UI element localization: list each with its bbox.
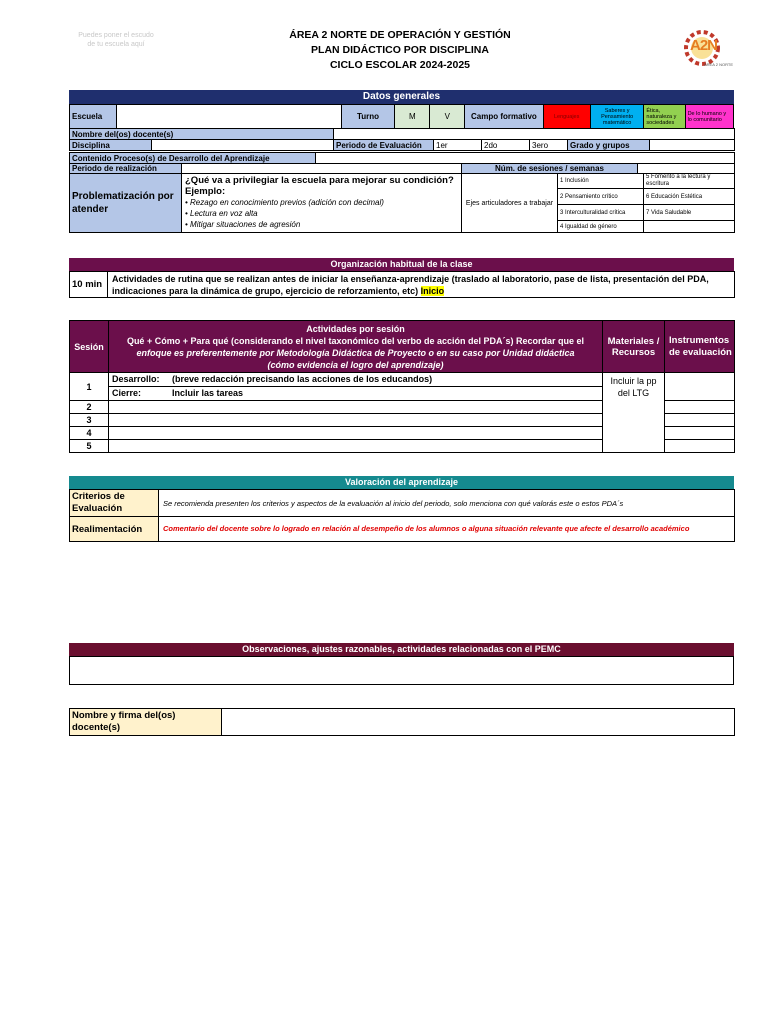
actividades-table (69, 320, 735, 453)
ejemplo-item: • Rezago en conocimiento previos (adición con decimal) (185, 198, 384, 207)
instrumentos-cell[interactable] (665, 427, 735, 440)
num-sesiones-label: Núm. de sesiones / semanas (462, 164, 638, 174)
contenido-label: Contenido Proceso(s) de Desarrollo del Aprendizaje (70, 153, 316, 164)
organizacion-header: Organización habitual de la clase (69, 258, 734, 271)
sesion-number: 2 (70, 401, 109, 414)
sesion-3-content[interactable] (109, 414, 603, 427)
campo-etica[interactable]: Ética, naturaleza y sociedades (644, 105, 685, 129)
organizacion-table (69, 271, 735, 298)
grado-grupos-field[interactable] (650, 140, 735, 151)
instrumentos-cell[interactable] (665, 414, 735, 427)
problematizacion-block (69, 173, 735, 233)
area2norte-logo (684, 28, 736, 72)
logo-letters: A2N (690, 37, 718, 54)
valoracion-table (69, 489, 735, 542)
campo-humano[interactable]: De lo humano y lo comunitario (685, 105, 733, 129)
organizacion-text: Actividades de rutina que se realizan antes de iniciar la enseñanza-aprendizaje (traslado al laboratorio, pase de lista, presentación del PDA, indicaciones para la dinámica de grupo, ejercicio de reforzamiento, etc) Inicio (108, 272, 735, 298)
disciplina-field[interactable] (152, 140, 334, 151)
instrumentos-cell[interactable] (665, 401, 735, 414)
criterios-label: Criterios de Evaluación (70, 490, 159, 517)
logo-caption: ÁREA 2 NORTE (704, 62, 734, 67)
periodo-evaluacion-label: Periodo de Evaluación (334, 140, 434, 151)
observaciones-header: Observaciones, ajustes razonables, actividades relacionadas con el PEMC (69, 643, 734, 656)
grado-grupos-label: Grado y grupos (568, 140, 650, 151)
header-title-line2: PLAN DIDÁCTICO POR DISCIPLINA (311, 44, 489, 56)
periodo-3ero[interactable]: 3ero (530, 140, 568, 151)
turno-m-option[interactable]: M (395, 105, 430, 129)
problematizacion-label: Problematización por atender (70, 174, 182, 233)
eje-interculturalidad[interactable]: 3 Interculturalidad crítica (558, 205, 644, 221)
eje-fomento-lectura[interactable]: 5 Fomento a la lectura y escritura (644, 174, 735, 189)
problematizacion-question: ¿Qué va a privilegiar la escuela para mejorar su condición? (185, 175, 454, 186)
eje-inclusion[interactable]: 1 Inclusión (558, 174, 644, 189)
header-title-line3: CICLO ESCOLAR 2024-2025 (329, 59, 471, 71)
periodo-realizacion-label: Periodo de realización (70, 164, 182, 174)
sesion-5-content[interactable] (109, 440, 603, 453)
realimentacion-label: Realimentación (70, 517, 159, 542)
sesion-number: 5 (70, 440, 109, 453)
firma-field[interactable] (222, 709, 735, 736)
instrumentos-cell[interactable] (665, 373, 735, 401)
turno-label: Turno (341, 105, 395, 129)
ejemplo-heading: Ejemplo: (185, 186, 226, 197)
datos-generales-row1 (69, 104, 734, 129)
eje-educacion-estetica[interactable]: 6 Educación Estética (644, 189, 735, 205)
sesion-number: 3 (70, 414, 109, 427)
instrumentos-header: Instrumentos de evaluación (665, 321, 735, 373)
ejes-articuladores-label: Ejes articuladores a trabajar (462, 174, 558, 233)
firma-table (69, 708, 735, 736)
eje-vida-saludable[interactable]: 7 Vida Saludable (644, 205, 735, 221)
organizacion-minutes: 10 min (70, 272, 108, 298)
materiales-header: Materiales / Recursos (603, 321, 665, 373)
contenido-field[interactable] (316, 153, 735, 164)
instrumentos-cell[interactable] (665, 440, 735, 453)
problematizacion-field[interactable] (182, 174, 462, 233)
criterios-text[interactable]: Se recomienda presenten los criterios y aspectos de la evaluación al inicio del periodo, solo menciona con qué valorás este o estos PDA´s (159, 490, 735, 517)
datos-generales-rows (69, 128, 735, 151)
realimentacion-text[interactable]: Comentario del docente sobre lo logrado en relación al desempeño de los alumnos o alguna situación relevante que afecte el desarrollo académico (159, 517, 735, 542)
periodo-realizacion-field[interactable] (182, 164, 462, 174)
sesion-number: 1 (70, 373, 109, 401)
periodo-1er[interactable]: 1er (434, 140, 482, 151)
eje-pensamiento-critico[interactable]: 2 Pensamiento crítico (558, 189, 644, 205)
disciplina-label: Disciplina (70, 140, 152, 151)
actividades-header: Actividades por sesión Qué + Cómo + Para qué (considerando el nivel taxonómico del verbo de acción del PDA´s) Recordar que el enfoque es preferentemente por Metodología Didáctica de Proyecto o en su caso por Unidad didáctica (cómo evidencia el logro del aprendizaje) (109, 321, 603, 373)
valoracion-header: Valoración del aprendizaje (69, 476, 734, 489)
inicio-highlight: Inicio (420, 285, 445, 296)
firma-label: Nombre y firma del(os) docente(s) (70, 709, 222, 736)
eje-igualdad-genero[interactable]: 4 Igualdad de género (558, 221, 644, 233)
sesion-2-content[interactable] (109, 401, 603, 414)
escuela-field[interactable] (117, 105, 341, 129)
materiales-cell[interactable]: Incluir la pp del LTG (603, 373, 665, 453)
eje-empty[interactable] (644, 221, 735, 233)
campo-saberes[interactable]: Saberes y Pensamiento matemático (590, 105, 644, 129)
num-sesiones-field[interactable] (638, 164, 735, 174)
turno-v-option[interactable]: V (430, 105, 465, 129)
escuela-label: Escuela (70, 105, 117, 129)
sesion-number: 4 (70, 427, 109, 440)
campo-formativo-label: Campo formativo (465, 105, 543, 129)
sesion-header: Sesión (70, 321, 109, 373)
observaciones-field[interactable] (69, 656, 734, 685)
sesion-1-content[interactable]: Desarrollo: (breve redacción precisando las acciones de los educandos) Cierre: Incluir las tareas (109, 373, 603, 401)
school-logo-placeholder: Puedes poner el escudo de tu escuela aquí (78, 32, 154, 48)
ejemplo-item: • Lectura en voz alta (185, 209, 258, 218)
nombre-docente-label: Nombre del(os) docente(s) (70, 129, 334, 140)
header-title-line1: ÁREA 2 NORTE DE OPERACIÓN Y GESTIÓN (289, 29, 511, 41)
periodo-2do[interactable]: 2do (482, 140, 530, 151)
datos-generales-header: Datos generales (69, 90, 734, 104)
sesion-4-content[interactable] (109, 427, 603, 440)
nombre-docente-field[interactable] (334, 129, 735, 140)
campo-lenguajes[interactable]: Lenguajes (543, 105, 590, 129)
ejemplo-item: • Mitigar situaciones de agresión (185, 220, 301, 229)
